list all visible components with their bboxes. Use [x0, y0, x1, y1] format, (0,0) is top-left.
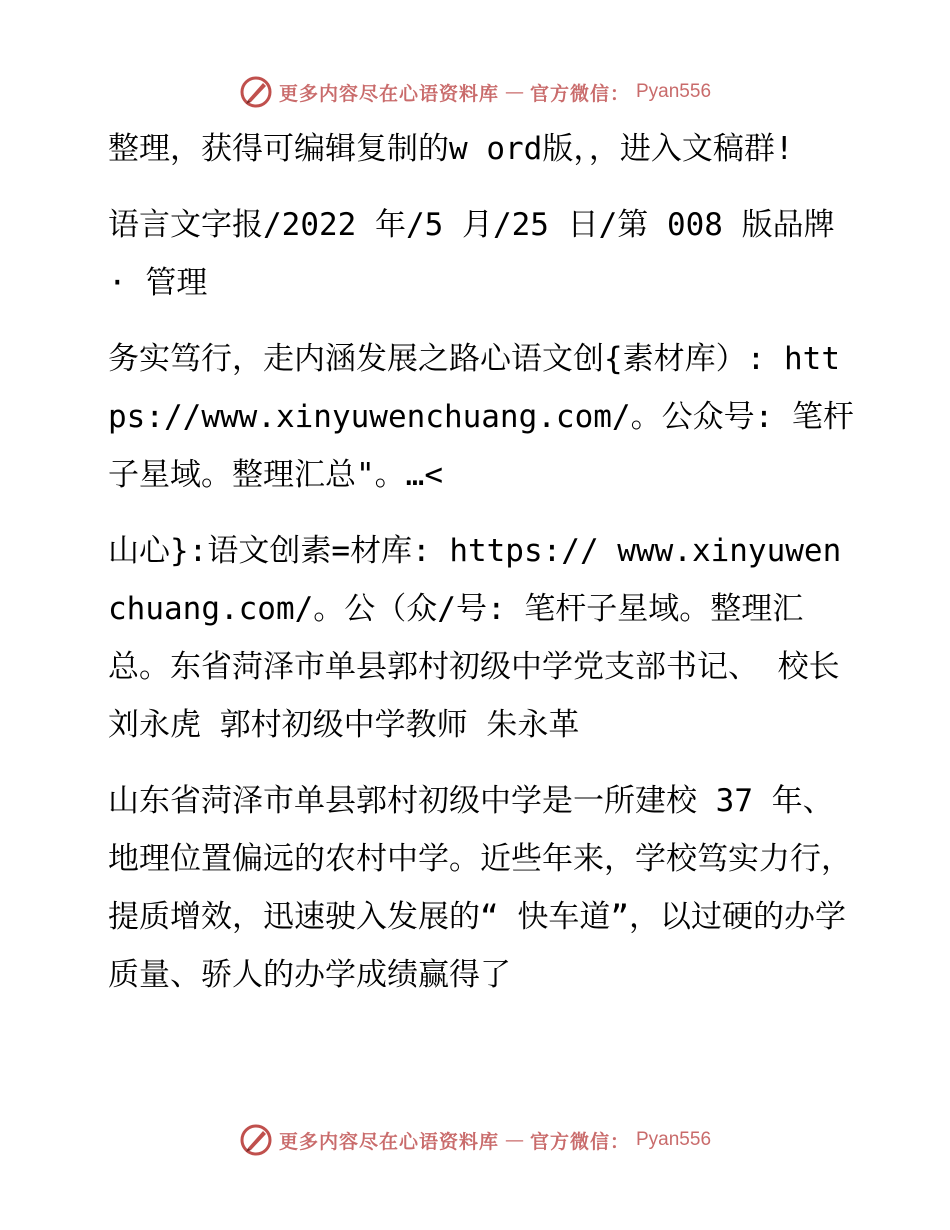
watermark-wechat-id: Pyan556: [636, 81, 712, 102]
watermark-wechat-id: Pyan556: [636, 1129, 712, 1150]
footer-watermark: [0, 1120, 950, 1160]
watermark-wechat-label: 官方微信：: [529, 1130, 630, 1153]
quill-logo-icon: [239, 1123, 273, 1157]
watermark-banner-footer: [239, 1123, 711, 1157]
header-watermark: [0, 72, 950, 112]
paragraph-4: 山心}:语文创素=材库: https:// www.xinyuwenchuang.com/。公（众/号: 笔杆子星域。整理汇总。东省菏泽市单县郭村初级中学党支部书记、 校长 刘永虎 郭村初级中学教师 朱永革: [108, 533, 842, 743]
document-body: [96, 120, 856, 1022]
quill-logo-icon: [239, 75, 273, 109]
paragraph-1: 整理，获得可编辑复制的w ord版，，进入文稿群!: [108, 131, 794, 167]
watermark-wechat-label: 官方微信：: [529, 82, 630, 105]
watermark-dash: —: [504, 81, 524, 103]
watermark-dash: —: [504, 1129, 524, 1151]
watermark-main-text: 更多内容尽在心语资料库: [278, 1130, 499, 1153]
paragraph-3: 务实笃行，走内涵发展之路心语文创{素材库）: https://www.xinyuwenchuang.com/。公众号: 笔杆子星域。整理汇总"。…<: [108, 341, 854, 493]
watermark-main-text: 更多内容尽在心语资料库: [278, 82, 499, 105]
watermark-banner: [239, 75, 711, 109]
paragraph-2: 语言文字报/2022 年/5 月/25 日/第 008 版品牌 · 管理: [108, 207, 835, 301]
paragraph-5: 山东省菏泽市单县郭村初级中学是一所建校 37 年、地理位置偏远的农村中学。近些年来，学校笃实力行，提质增效，迅速驶入发展的“ 快车道”，以过硬的办学质量、骄人的办学成绩赢得了: [108, 783, 852, 993]
